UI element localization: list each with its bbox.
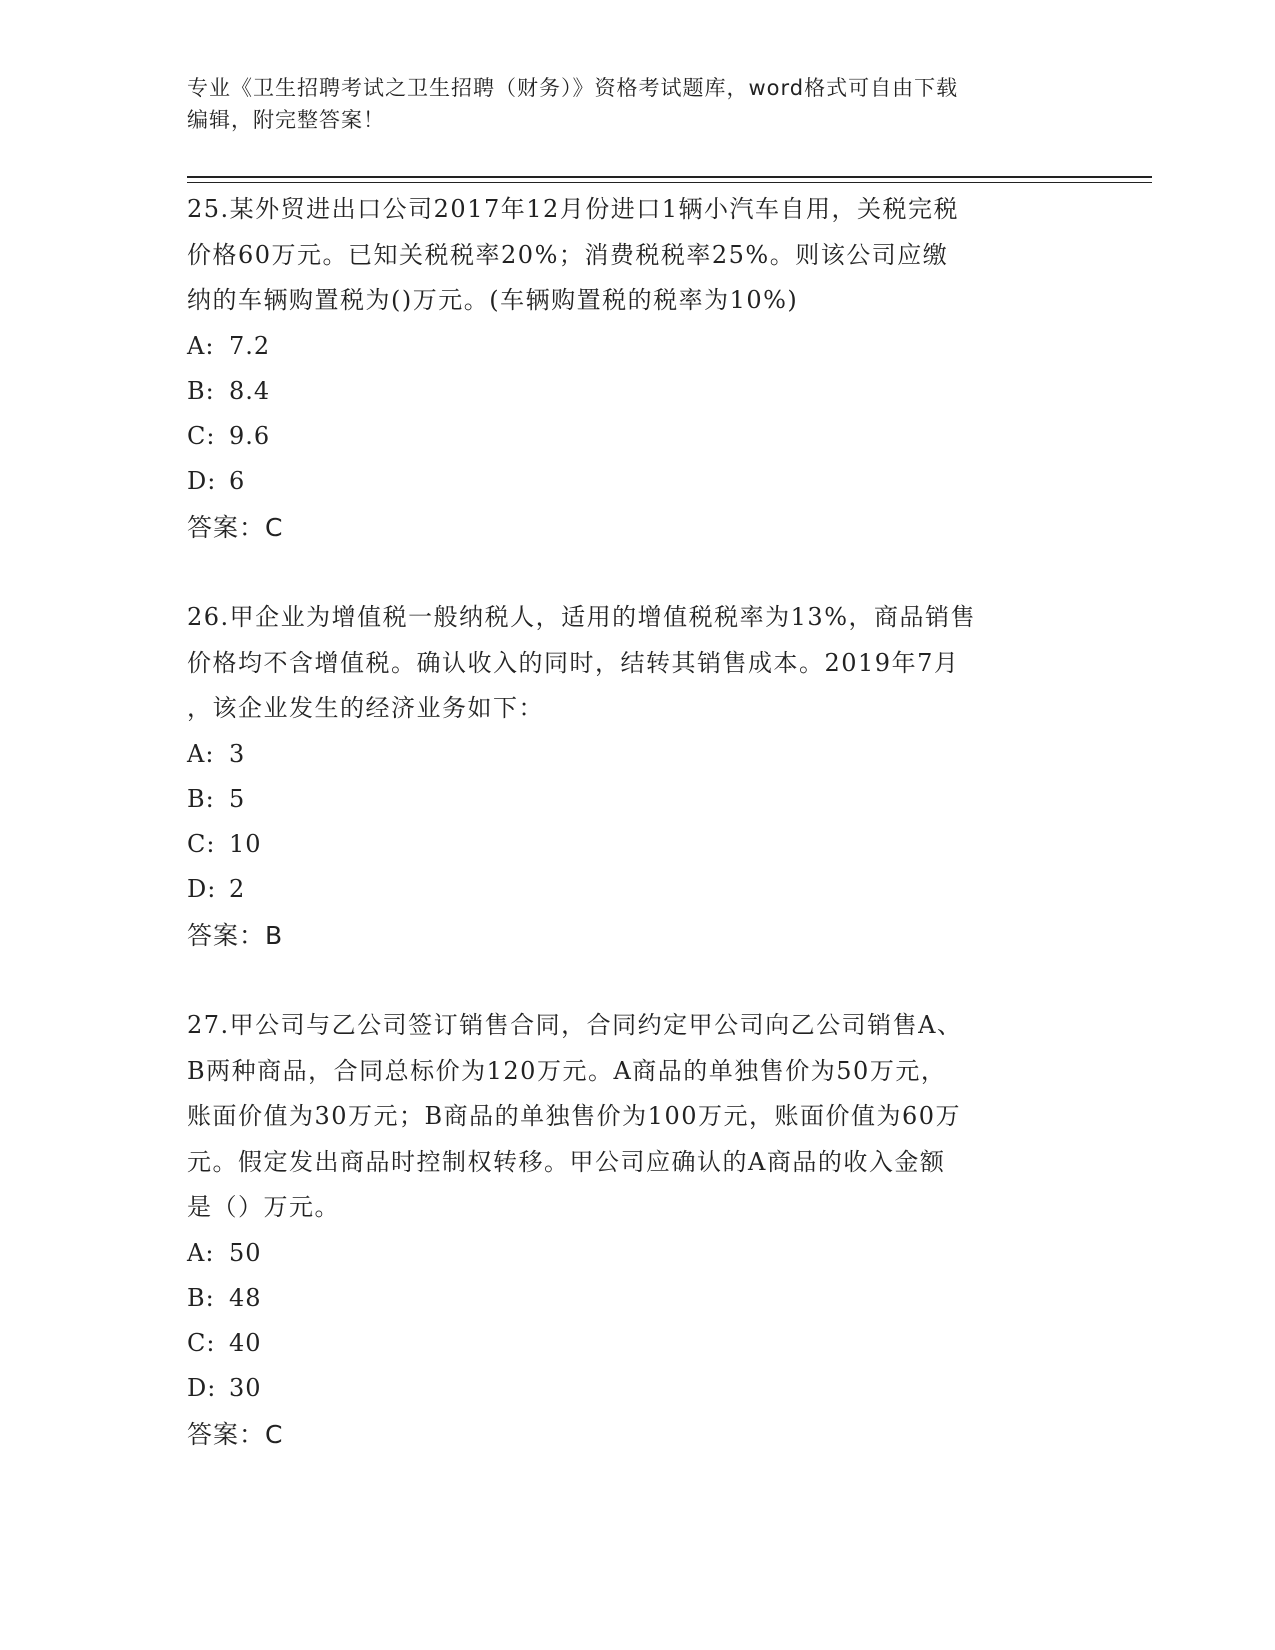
option-d <box>187 867 1087 912</box>
option-d <box>187 459 1087 504</box>
answer-label: 答案：C <box>187 512 284 542</box>
option-value: 2 <box>229 875 246 904</box>
option-c <box>187 822 1087 867</box>
option-value: 40 <box>229 1329 262 1358</box>
option-letter: C: <box>187 1329 216 1358</box>
option-value: 48 <box>229 1283 262 1312</box>
option-letter: A: <box>187 331 215 360</box>
option-value: 9.6 <box>229 422 271 451</box>
header-divider-thin <box>187 182 1152 183</box>
question-line: 27.甲公司与乙公司签订销售合同，合同约定甲公司向乙公司销售A、 <box>187 1011 963 1039</box>
option-b <box>187 777 1087 822</box>
option-c <box>187 414 1087 459</box>
option-value: 30 <box>229 1374 262 1403</box>
question-27 <box>187 1003 1087 1457</box>
option-d <box>187 1366 1087 1411</box>
answer-label: 答案：B <box>187 920 284 950</box>
question-line: ，该企业发生的经济业务如下： <box>187 694 544 722</box>
question-line: 纳的车辆购置税为()万元。(车辆购置税的税率为10%) <box>187 286 799 314</box>
header-line-1: 专业《卫生招聘考试之卫生招聘（财务）》资格考试题库，word格式可自由下载 <box>187 76 959 100</box>
option-value: 6 <box>229 467 246 496</box>
question-text <box>187 187 1077 324</box>
option-a <box>187 732 1087 777</box>
header-divider-thick <box>187 176 1152 178</box>
option-letter: B: <box>187 376 215 405</box>
question-line: 价格均不含增值税。确认收入的同时，结转其销售成本。2019年7月 <box>187 648 960 677</box>
option-letter: B: <box>187 1283 215 1312</box>
question-line: 价格60万元。已知关税税率20%；消费税税率25%。则该公司应缴 <box>187 240 949 269</box>
option-letter: D: <box>187 875 217 904</box>
question-text <box>187 595 1077 732</box>
option-letter: A: <box>187 739 215 768</box>
question-line: 是（）万元。 <box>187 1193 340 1221</box>
answer-label: 答案：C <box>187 1419 284 1449</box>
option-value: 3 <box>229 739 246 768</box>
question-line: 账面价值为30万元；B商品的单独售价为100万元，账面价值为60万 <box>187 1102 962 1130</box>
option-value: 50 <box>229 1238 262 1267</box>
option-letter: D: <box>187 1374 217 1403</box>
option-letter: D: <box>187 467 217 496</box>
option-letter: A: <box>187 1238 215 1267</box>
question-line: 25.某外贸进出口公司2017年12月份进口1辆小汽车自用，关税完税 <box>187 195 960 223</box>
question-25 <box>187 187 1087 550</box>
option-a <box>187 324 1087 369</box>
option-letter: C: <box>187 422 216 451</box>
question-line: 元。假定发出商品时控制权转移。甲公司应确认的A商品的收入金额 <box>187 1147 946 1176</box>
option-letter: C: <box>187 830 216 859</box>
header-line-2: 编辑，附完整答案！ <box>187 108 385 132</box>
option-letter: B: <box>187 784 215 813</box>
question-text <box>187 1003 1077 1231</box>
option-c <box>187 1321 1087 1366</box>
question-line: B两种商品，合同总标价为120万元。A商品的单独售价为50万元， <box>187 1056 947 1085</box>
option-b <box>187 369 1087 414</box>
option-value: 7.2 <box>229 331 271 360</box>
question-26 <box>187 595 1087 958</box>
option-a <box>187 1231 1087 1276</box>
option-value: 10 <box>229 830 262 859</box>
option-value: 5 <box>229 784 246 813</box>
document-header <box>187 72 1067 136</box>
question-line: 26.甲企业为增值税一般纳税人，适用的增值税税率为13%，商品销售 <box>187 603 977 631</box>
option-value: 8.4 <box>229 376 271 405</box>
option-b <box>187 1276 1087 1321</box>
